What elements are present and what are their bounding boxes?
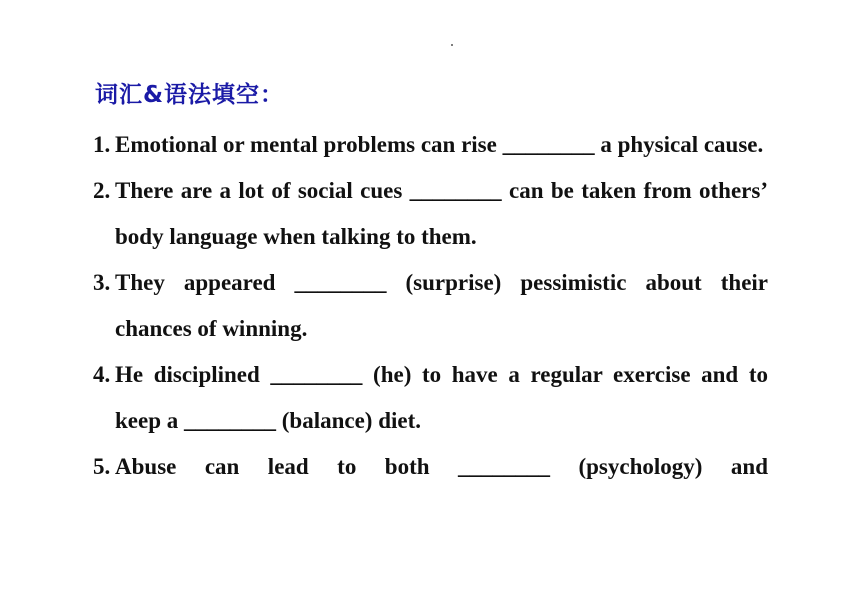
question-text: Abuse can lead to both ________ (psychology) and [115, 454, 768, 479]
question-item [93, 122, 768, 168]
question-number: 4. [93, 362, 111, 387]
question-number: 2. [93, 178, 111, 203]
question-number: 3. [93, 270, 111, 295]
question-item [93, 168, 768, 260]
question-text: They appeared ________ (surprise) pessimistic about their chances of winning. [115, 270, 768, 341]
question-item [93, 260, 768, 352]
question-number: 5. [93, 454, 111, 479]
question-item [93, 444, 768, 490]
question-text: There are a lot of social cues ________ can be taken from others’ body language when talking to them. [115, 178, 768, 249]
question-item [93, 352, 768, 444]
page-dot [451, 44, 453, 46]
question-text: Emotional or mental problems can rise ________ a physical cause. [115, 132, 764, 157]
section-heading: 词汇&语法填空： [95, 82, 285, 108]
question-list [93, 122, 768, 490]
question-number: 1. [93, 132, 111, 157]
question-text: He disciplined ________ (he) to have a regular exercise and to keep a ________ (balance) diet. [115, 362, 768, 433]
